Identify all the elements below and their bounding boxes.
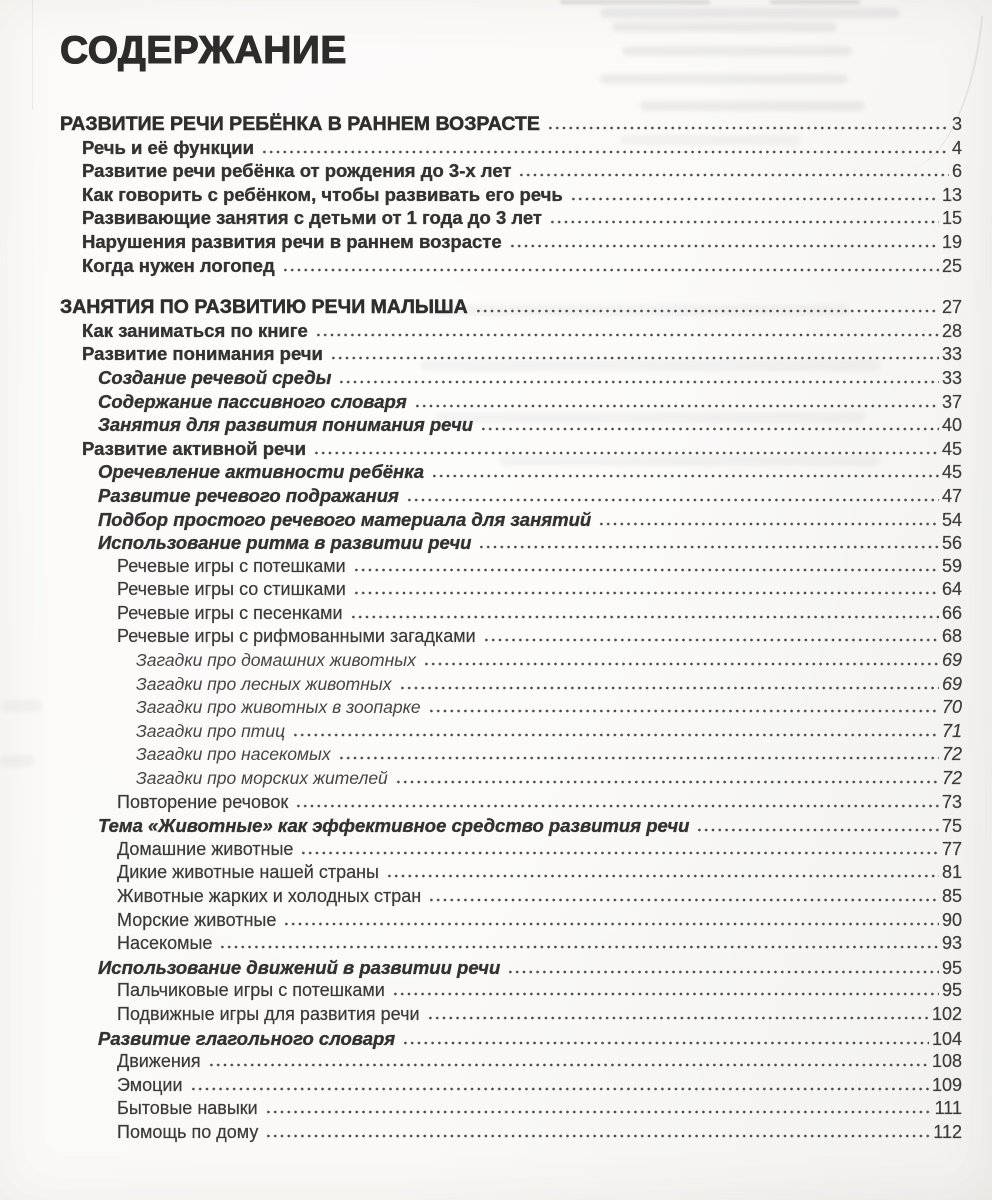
toc-entry-label: Речевые игры с песенками: [117, 602, 343, 623]
toc: [60, 113, 962, 1146]
dot-leader: [338, 756, 939, 760]
toc-entry-page: 90: [941, 909, 962, 930]
toc-entry-page: 13: [941, 184, 962, 205]
dot-leader: [475, 309, 939, 313]
toc-entry-label: РАЗВИТИЕ РЕЧИ РЕБЁНКА В РАННЕМ ВОЗРАСТЕ: [60, 113, 540, 135]
toc-entry-page: 68: [941, 626, 962, 647]
toc-entry-row: [60, 744, 962, 768]
toc-entry-page: 25: [941, 255, 962, 276]
toc-entry-page: 40: [941, 415, 962, 436]
toc-entry-label: Загадки про лесных животных: [136, 673, 392, 694]
toc-entry-label: Загадки про домашних животных: [136, 650, 416, 671]
toc-entry-row: [60, 231, 962, 255]
scan-crease-artifact: [32, 0, 33, 110]
dot-leader: [480, 427, 939, 431]
toc-entry-label: Создание речевой среды: [98, 366, 332, 388]
toc-entry-page: 75: [941, 816, 962, 837]
bleed-through-artifact: [612, 22, 837, 32]
toc-entry-row: [60, 792, 962, 816]
toc-entry-page: 104: [931, 1028, 962, 1049]
toc-entry-row: [60, 839, 962, 863]
toc-entry-row: [60, 697, 962, 721]
bleed-through-artifact: [600, 74, 848, 84]
toc-entry-label: Развитие активной речи: [82, 437, 306, 459]
toc-heading-row: [60, 113, 962, 137]
dot-leader: [402, 1041, 929, 1045]
dot-leader: [190, 1087, 929, 1091]
toc-entry-page: 93: [941, 933, 962, 954]
dot-leader: [431, 474, 939, 478]
toc-entry-label: Повторение речовок: [117, 791, 289, 812]
dot-leader: [428, 898, 939, 902]
toc-entry-page: 19: [941, 231, 962, 252]
bleed-through-artifact: [600, 8, 900, 18]
toc-entry-row: [60, 391, 962, 415]
toc-entry-page: 102: [931, 1003, 962, 1024]
toc-entry-page: 33: [941, 344, 962, 365]
toc-entry-row: [60, 184, 962, 208]
dot-leader: [406, 498, 939, 502]
toc-entry-row: [60, 1028, 962, 1052]
toc-entry-page: 112: [933, 1121, 962, 1142]
toc-entry-page: 72: [941, 768, 962, 789]
toc-entry-label: Речь и её функции: [82, 136, 254, 158]
toc-entry-row: [60, 1098, 962, 1122]
toc-entry-page: 95: [941, 957, 962, 978]
toc-entry-row: [60, 626, 962, 650]
toc-entry-row: [60, 461, 962, 485]
toc-section: [60, 296, 962, 1145]
dot-leader: [507, 970, 939, 974]
bleed-through-artifact: [2, 700, 42, 712]
toc-entry-label: Развивающие занятия с детьми от 1 года до 3 лет: [82, 207, 542, 229]
dot-leader: [696, 828, 939, 832]
dot-leader: [313, 451, 939, 455]
toc-entry-row: [60, 862, 962, 886]
toc-entry-row: [60, 815, 962, 839]
toc-entry-label: Развитие речевого подражания: [98, 484, 399, 506]
toc-entry-page: 64: [941, 579, 962, 600]
toc-entry-label: Помощь по дому: [117, 1121, 259, 1142]
toc-entry-page: 111: [934, 1098, 962, 1119]
toc-entry-page: 56: [941, 533, 962, 554]
dot-leader: [392, 992, 939, 996]
dot-leader: [282, 268, 939, 272]
toc-entry-row: [60, 579, 962, 603]
toc-entry-label: Домашние животные: [117, 838, 294, 859]
toc-entry-row: [60, 485, 962, 509]
dot-leader: [598, 522, 939, 526]
dot-leader: [292, 733, 939, 737]
toc-entry-label: Развитие речи ребёнка от рождения до 3-х лет: [82, 160, 512, 182]
toc-entry-row: [60, 1051, 962, 1075]
toc-entry-row: [60, 532, 962, 556]
toc-entry-page: 4: [951, 137, 962, 158]
toc-entry-page: 6: [951, 161, 962, 182]
dot-leader: [295, 804, 939, 808]
toc-entry-page: 69: [941, 673, 962, 694]
toc-entry-row: [60, 160, 962, 184]
toc-entry-page: 15: [941, 208, 962, 229]
toc-entry-row: [60, 509, 962, 533]
toc-entry-label: Тема «Животные» как эффективное средство развития речи: [98, 815, 690, 837]
dot-leader: [478, 545, 939, 549]
toc-entry-label: Дикие животные нашей страны: [117, 862, 379, 883]
toc-entry-page: 45: [941, 438, 962, 459]
toc-entry-page: 71: [941, 720, 962, 741]
toc-entry-row: [60, 910, 962, 934]
bleed-through-artifact: [0, 755, 34, 767]
toc-entry-row: [60, 556, 962, 580]
toc-entry-row: [60, 1075, 962, 1099]
dot-leader: [386, 874, 939, 878]
toc-entry-page: 45: [941, 462, 962, 483]
toc-entry-label: Нарушения развития речи в раннем возрасте: [82, 230, 502, 252]
toc-entry-row: [60, 650, 962, 674]
toc-entry-page: 77: [941, 838, 962, 859]
toc-section: [60, 113, 962, 278]
toc-entry-label: Речевые игры с потешками: [117, 555, 346, 576]
toc-entry-label: Занятия для развития понимания речи: [98, 414, 474, 436]
toc-entry-row: [60, 137, 962, 161]
toc-entry-row: [60, 255, 962, 279]
toc-entry-row: [60, 343, 962, 367]
toc-entry-label: Как говорить с ребёнком, чтобы развивать его речь: [82, 183, 563, 205]
dot-leader: [353, 591, 939, 595]
dot-leader: [265, 1134, 930, 1138]
dot-leader: [338, 380, 938, 384]
toc-entry-row: [60, 367, 962, 391]
toc-entry-page: 95: [941, 980, 962, 1001]
toc-entry-row: [60, 603, 962, 627]
dot-leader: [353, 568, 939, 572]
toc-entry-label: Как заниматься по книге: [82, 319, 308, 341]
toc-entry-row: [60, 1004, 962, 1028]
toc-entry-page: 3: [951, 114, 962, 134]
toc-entry-page: 81: [941, 862, 962, 883]
toc-entry-page: 69: [941, 650, 962, 671]
bleed-through-artifact: [640, 101, 865, 111]
toc-entry-page: 108: [931, 1051, 962, 1072]
toc-entry-label: Движения: [117, 1051, 201, 1072]
toc-entry-label: Животные жарких и холодных стран: [117, 886, 422, 906]
toc-entry-label: Эмоции: [117, 1074, 183, 1095]
toc-entry-row: [60, 674, 962, 698]
toc-entry-label: Использование ритма в развитии речи: [98, 532, 472, 554]
toc-entry-row: [60, 721, 962, 745]
toc-entry-page: 85: [941, 886, 962, 906]
toc-entry-page: 37: [941, 391, 962, 412]
dot-leader: [483, 638, 939, 642]
dot-leader: [549, 220, 939, 224]
toc-entry-row: [60, 438, 962, 462]
scan-top-edge-artifact: [770, 0, 860, 4]
toc-entry-label: Подбор простого речевого материала для занятий: [98, 508, 592, 530]
dot-leader: [509, 244, 939, 248]
dot-leader: [414, 404, 939, 408]
toc-entry-row: [60, 980, 962, 1004]
toc-entry-label: Использование движений в развитии речи: [98, 956, 501, 978]
dot-leader: [547, 126, 949, 130]
bleed-through-artifact: [622, 46, 852, 56]
toc-entry-page: 33: [941, 367, 962, 388]
toc-entry-label: Пальчиковые игры с потешками: [117, 980, 385, 1001]
toc-entry-label: Загадки про морских жителей: [136, 768, 388, 789]
toc-entry-label: Содержание пассивного словаря: [98, 390, 407, 412]
toc-entry-row: [60, 768, 962, 792]
toc-entry-page: 73: [941, 791, 962, 812]
toc-entry-page: 28: [941, 320, 962, 341]
dot-leader: [300, 851, 939, 855]
toc-entry-page: 66: [941, 602, 962, 623]
toc-entry-row: [60, 886, 962, 910]
toc-entry-row: [60, 957, 962, 981]
toc-entry-label: Насекомые: [117, 933, 213, 954]
toc-entry-page: 47: [941, 485, 962, 506]
dot-leader: [428, 709, 939, 713]
toc-entry-page: 54: [941, 509, 962, 530]
dot-leader: [261, 150, 949, 154]
toc-entry-row: [60, 1122, 962, 1146]
toc-entry-page: 72: [941, 744, 962, 765]
toc-entry-page: 70: [941, 697, 962, 718]
toc-entry-label: Загадки про животных в зоопарке: [136, 697, 421, 718]
toc-entry-row: [60, 320, 962, 344]
toc-entry-label: Морские животные: [117, 909, 277, 930]
toc-entry-label: Подвижные игры для развития речи: [117, 1003, 420, 1024]
dot-leader: [283, 922, 939, 926]
toc-entry-label: Загадки про птиц: [136, 720, 286, 741]
toc-entry-label: Развитие глагольного словаря: [98, 1027, 396, 1049]
toc-entry-page: 59: [941, 555, 962, 576]
toc-entry-label: ЗАНЯТИЯ ПО РАЗВИТИЮ РЕЧИ МАЛЫША: [60, 296, 468, 319]
toc-entry-label: Речевые игры с рифмованными загадками: [117, 626, 476, 647]
toc-entry-label: Развитие понимания речи: [82, 343, 323, 365]
dot-leader: [518, 173, 949, 177]
toc-heading-row: [60, 296, 962, 320]
dot-leader: [265, 1110, 932, 1114]
page-title: СОДЕРЖАНИЕ: [60, 29, 347, 72]
toc-entry-label: Когда нужен логопед: [82, 254, 275, 276]
dot-leader: [315, 333, 939, 337]
toc-entry-row: [60, 207, 962, 231]
toc-entry-page: 27: [941, 297, 962, 318]
dot-leader: [219, 945, 939, 949]
toc-entry-label: Речевые игры со стишками: [117, 579, 346, 600]
toc-entry-label: Оречевление активности ребёнка: [98, 461, 425, 483]
dot-leader: [395, 780, 939, 784]
dot-leader: [427, 1016, 929, 1020]
dot-leader: [423, 662, 939, 666]
dot-leader: [208, 1063, 929, 1067]
toc-entry-page: 109: [931, 1074, 962, 1095]
toc-entry-row: [60, 933, 962, 957]
scan-top-edge-artifact: [560, 0, 710, 4]
toc-entry-label: Загадки про насекомых: [136, 744, 331, 765]
dot-leader: [350, 615, 939, 619]
dot-leader: [570, 197, 939, 201]
toc-entry-row: [60, 414, 962, 438]
dot-leader: [330, 356, 939, 360]
toc-entry-label: Бытовые навыки: [117, 1098, 258, 1119]
dot-leader: [399, 686, 939, 690]
